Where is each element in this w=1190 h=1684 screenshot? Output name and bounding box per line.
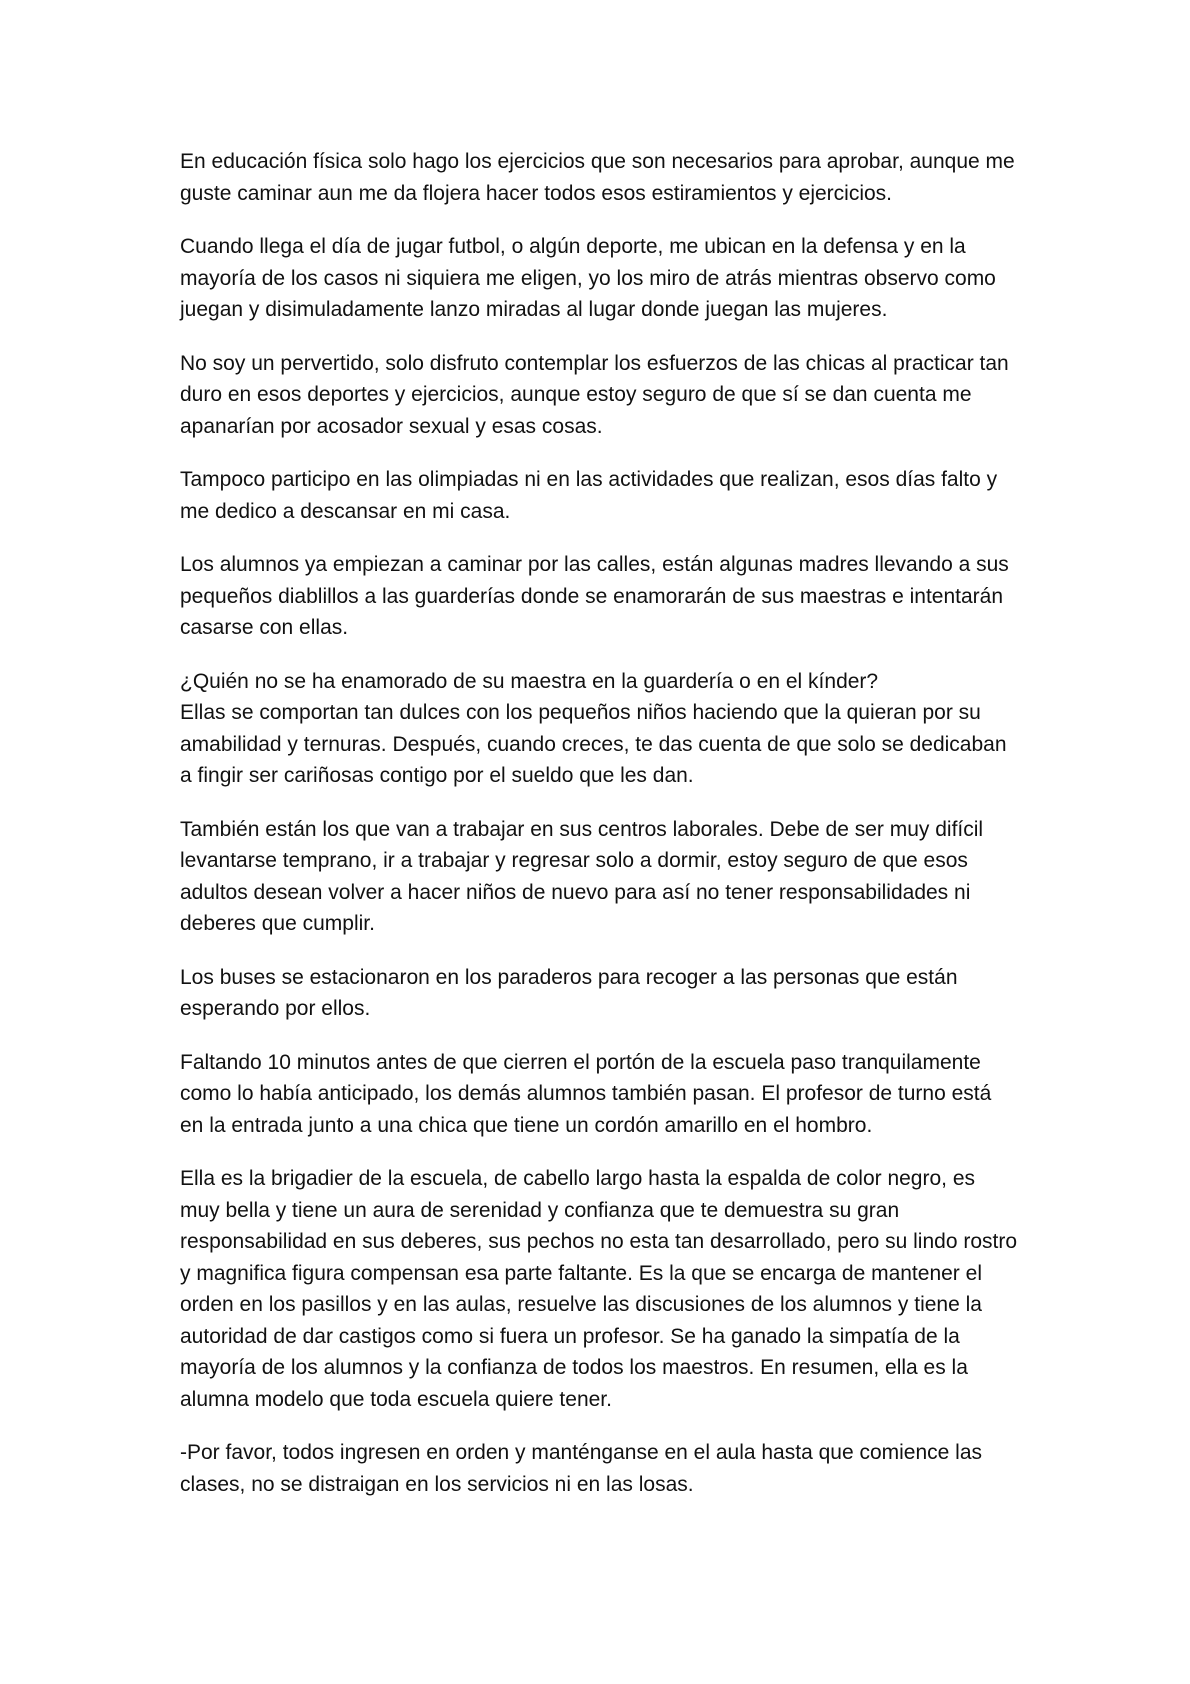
paragraph: No soy un pervertido, solo disfruto contemplar los esfuerzos de las chicas al practicar tan duro en esos deportes y ejercicios, aunque estoy seguro de que sí se dan cuenta me apanarían por acosador sexual y esas cosas. (180, 351, 1009, 438)
paragraph: ¿Quién no se ha enamorado de su maestra en la guardería o en el kínder? Ellas se comportan tan dulces con los pequeños niños haciendo que la quieran por su amabilidad y ternuras. Después, cuando creces, te das cuenta de que solo se dedicaban a fingir ser cariñosas contigo por el sueldo que les dan. (180, 669, 1007, 787)
paragraph: Tampoco participo en las olimpiadas ni en las actividades que realizan, esos días falto y me dedico a descansar en mi casa. (180, 468, 998, 523)
paragraph: -Por favor, todos ingresen en orden y manténganse en el aula hasta que comience las clases, no se distraigan en los servicios ni en las losas. (180, 1441, 983, 1496)
document-body (180, 146, 1020, 1522)
paragraph: Cuando llega el día de jugar futbol, o algún deporte, me ubican en la defensa y en la mayoría de los casos ni siquiera me eligen, yo los miro de atrás mientras observo como juegan y disimuladamente lanzo miradas al lugar donde juegan las mujeres. (180, 235, 996, 321)
paragraph: Los buses se estacionaron en los paraderos para recoger a las personas que están esperando por ellos. (180, 965, 958, 1020)
paragraph: Los alumnos ya empiezan a caminar por las calles, están algunas madres llevando a sus pequeños diablillos a las guarderías donde se enamorarán de sus maestras e intentarán casarse con ellas. (180, 553, 1009, 639)
paragraph: También están los que van a trabajar en sus centros laborales. Debe de ser muy difícil levantarse temprano, ir a trabajar y regresar solo a dormir, estoy seguro de que esos adultos desean volver a hacer niños de nuevo para así no tener responsabilidades ni deberes que cumplir. (180, 817, 984, 935)
paragraph: Faltando 10 minutos antes de que cierren el portón de la escuela paso tranquilamente como lo había anticipado, los demás alumnos también pasan. El profesor de turno está en la entrada junto a una chica que tiene un cordón amarillo en el hombro. (180, 1050, 992, 1137)
paragraph: Ella es la brigadier de la escuela, de cabello largo hasta la espalda de color negro, es muy bella y tiene un aura de serenidad y confianza que te demuestra su gran responsabilidad en sus deberes, sus pechos no esta tan desarrollado, pero su lindo rostro y magnifica figura compensan esa parte faltante. Es la que se encarga de mantener el orden en los pasillos y en las aulas, resuelve las discusiones de los alumnos y tiene la autoridad de dar castigos como si fuera un profesor. Se ha ganado la simpatía de la mayoría de los alumnos y la confianza de todos los maestros. En resumen, ella es la alumna modelo que toda escuela quiere tener. (180, 1167, 1018, 1411)
paragraph: En educación física solo hago los ejercicios que son necesarios para aprobar, aunque me guste caminar aun me da flojera hacer todos esos estiramientos y ejercicios. (180, 150, 1015, 205)
